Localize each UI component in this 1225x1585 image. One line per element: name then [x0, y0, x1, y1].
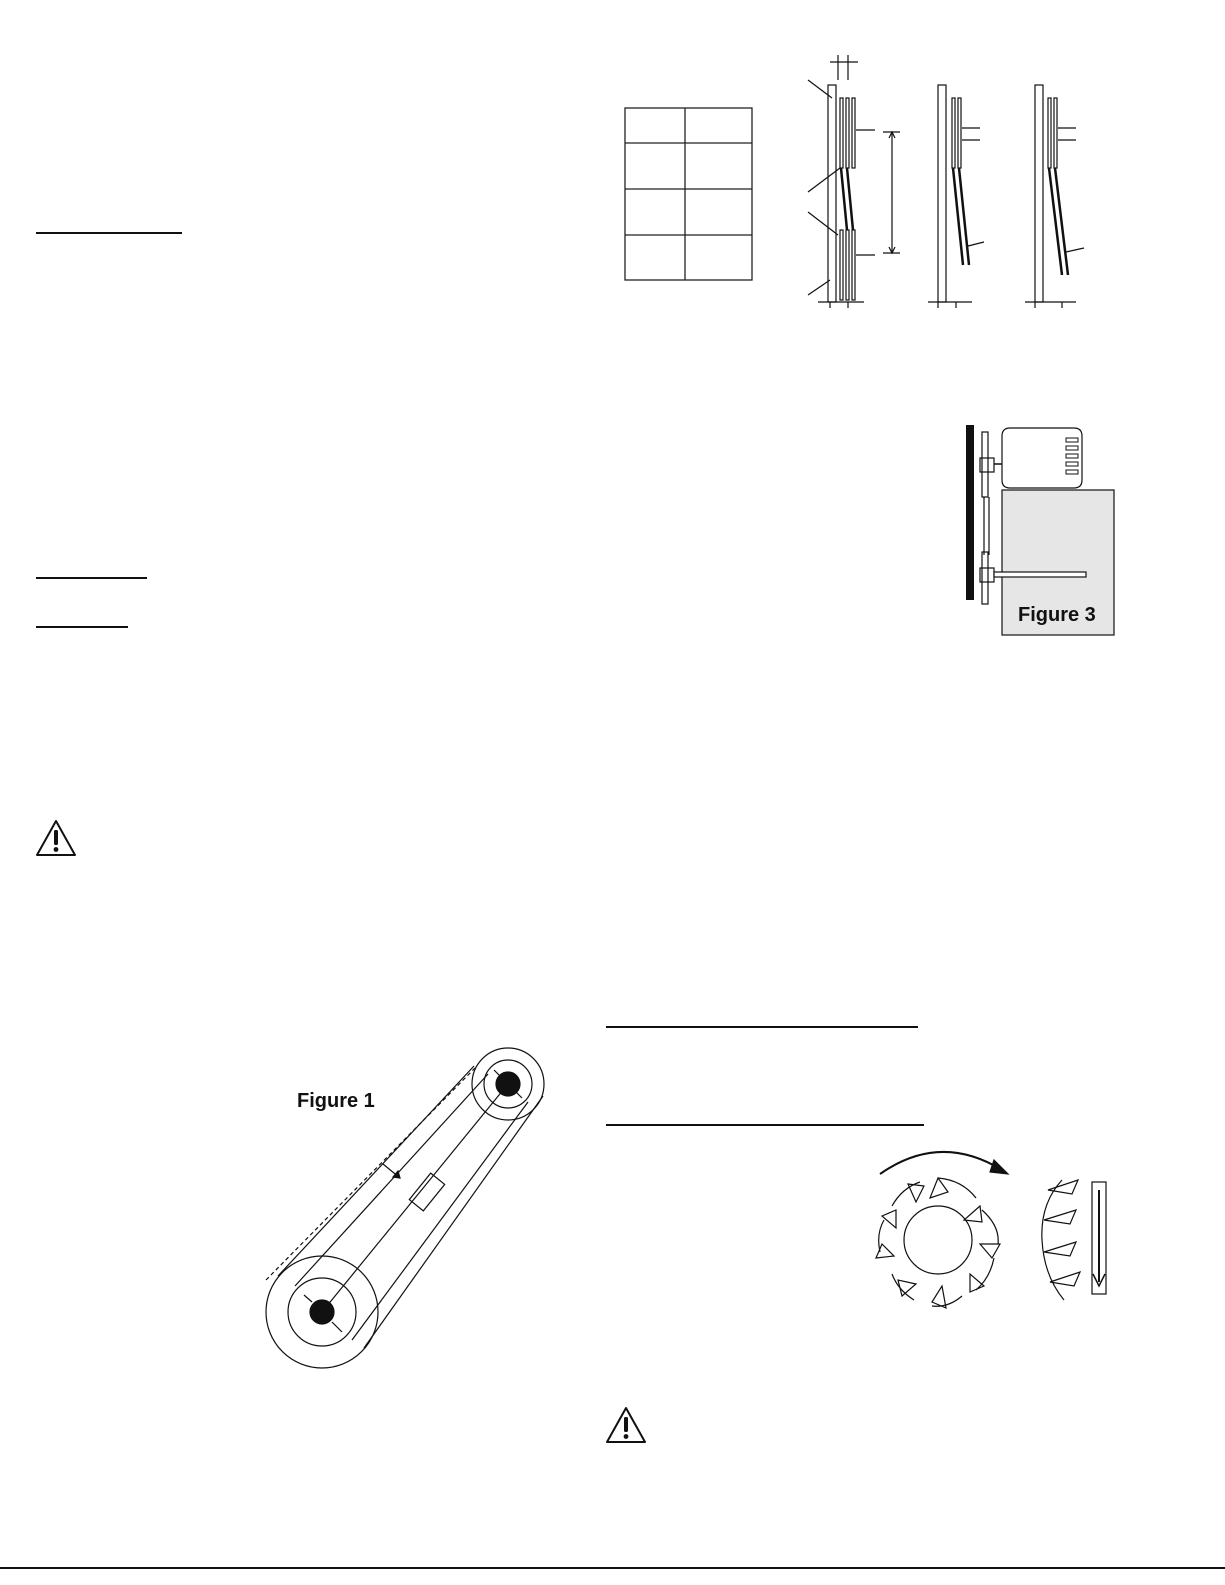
section-heading-rule-5: [606, 1124, 924, 1126]
cutter-rotation-diagram: [862, 1140, 1122, 1320]
reference-table-grid: [625, 108, 752, 280]
warning-triangle-icon: [604, 1405, 648, 1445]
page-bottom-rule: [0, 1567, 1225, 1569]
alignment-view-c: [1025, 85, 1084, 308]
figure-1-label: Figure 1: [297, 1090, 375, 1112]
figure-1-belt-diagram: [260, 1040, 560, 1380]
section-heading-rule-4: [606, 1026, 918, 1028]
section-heading-rule-2: [36, 577, 147, 579]
alignment-view-a: [808, 55, 900, 308]
alignment-view-b: [928, 85, 984, 308]
section-heading-rule-3: [36, 626, 128, 628]
belt-alignment-diagram: [600, 50, 1120, 320]
warning-triangle-icon: [34, 818, 78, 858]
section-heading-rule-1: [36, 232, 182, 234]
figure-3-label: Figure 3: [1018, 604, 1096, 626]
